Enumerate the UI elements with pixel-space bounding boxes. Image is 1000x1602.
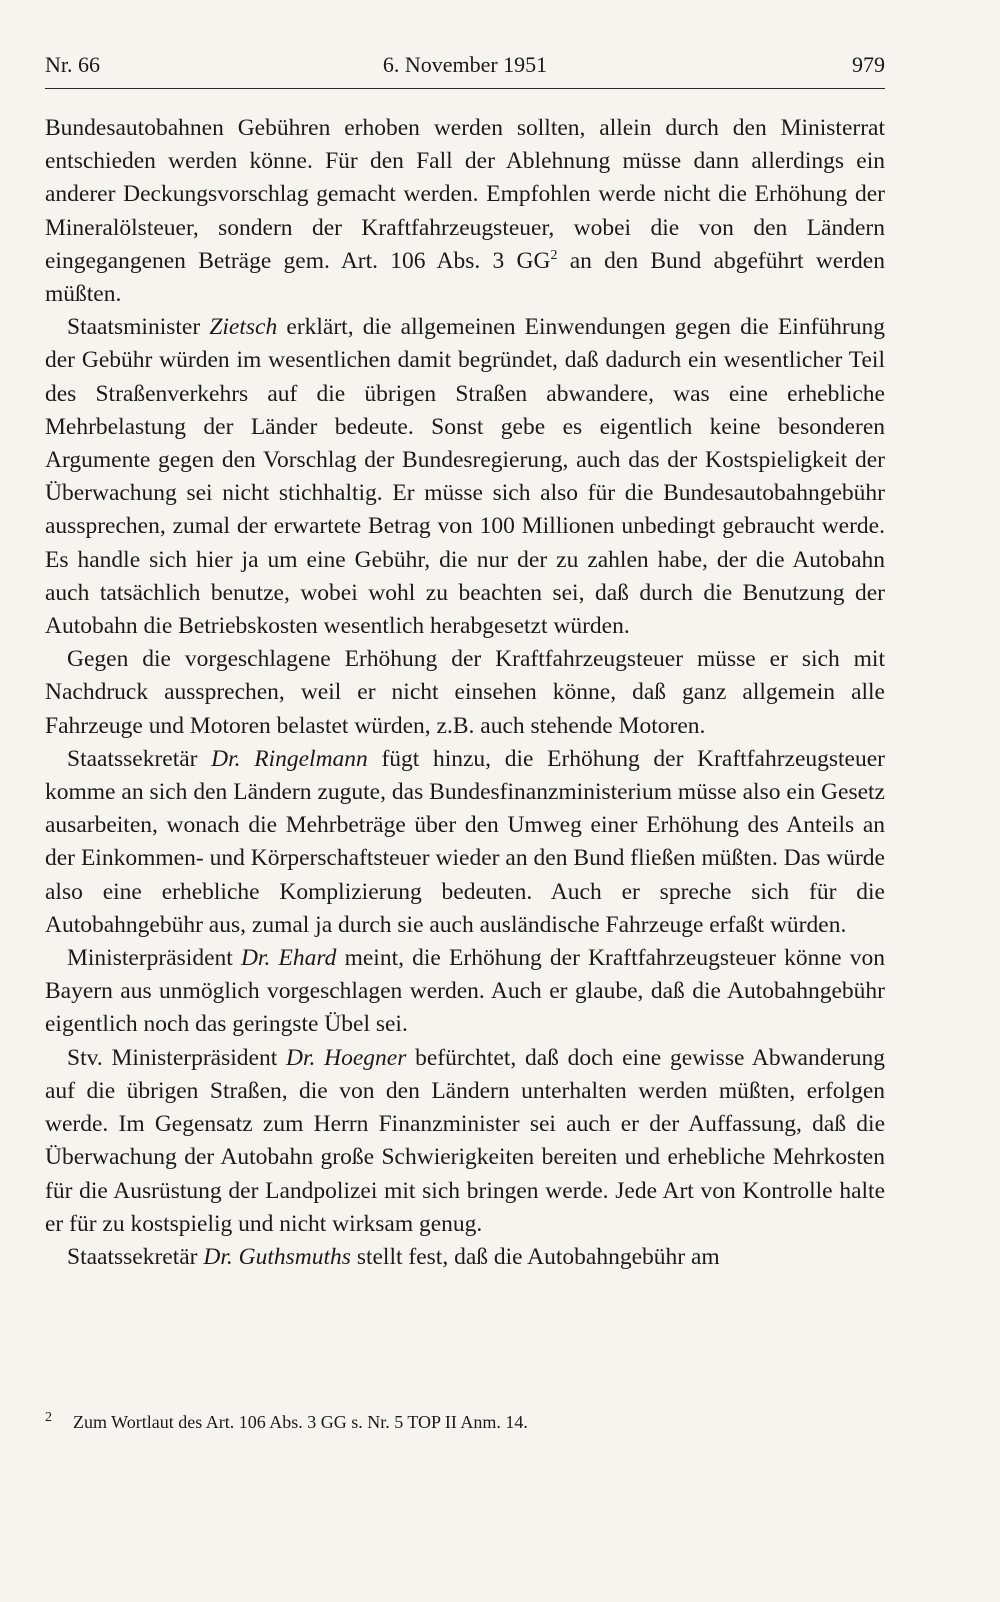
paragraph-5-text: meint, die Erhöhung der Kraftfahrzeugsteuer könne von Bayern aus unmöglich vorgeschlagen werden. Auch er glaube, daß die Autobahngebühr eigentlich noch das geringste Übel sei.	[45, 945, 886, 1038]
speaker-title: Ministerpräsident	[67, 945, 241, 972]
speaker-name: Dr. Ringelmann	[211, 745, 368, 772]
speaker-title: Stv. Ministerpräsident	[67, 1044, 286, 1071]
speaker-title: Staatsminister	[67, 314, 210, 341]
paragraph-7	[45, 1241, 885, 1274]
paragraph-5	[45, 942, 885, 1042]
paragraph-6-text: befürchtet, daß doch eine gewisse Abwanderung auf die übrigen Straßen, die von den Ländern unterhalten werden müßten, erfolgen werde. Im Gegensatz zum Herrn Finanzminister sei auch er der Auffassung, daß die Überwachung der Autobahn große Schwierigkeiten bereiten und erhebliche Mehrkosten für die Ausrüstung der Landpolizei mit sich bringen werde. Jede Art von Kontrolle halte er für zu kostspielig und nicht wirksam genug.	[45, 1044, 885, 1237]
page-header	[45, 48, 885, 89]
speaker-name: Dr. Ehard	[240, 945, 337, 972]
paragraph-3-text: Gegen die vorgeschlagene Erhöhung der Kraftfahrzeugsteuer müsse er sich mit Nachdruck aussprechen, weil er nicht einsehen könne, daß ganz allgemein alle Fahrzeuge und Motoren belastet würden, z.B. auch stehende Motoren.	[45, 646, 885, 739]
paragraph-2-text: erklärt, die allgemeinen Einwendungen gegen die Einführung der Gebühr würden im wesentlichen damit begründet, daß dadurch ein wesentlicher Teil des Straßenverkehrs auf die übrigen Straßen abwandere, was eine erhebliche Mehrbelastung der Länder bedeute. Sonst gebe es eigentlich keine besonderen Argumente gegen den Vorschlag der Bundesregierung, auch das der Kostspieligkeit der Überwachung sei nicht stichhaltig. Er müsse sich also für die Bundesautobahngebühr aussprechen, zumal der erwartete Betrag von 100 Millionen unbedingt gebraucht werde. Es handle sich hier ja um eine Gebühr, die nur der zu zahlen habe, der die Autobahn auch tatsächlich benutze, wobei wohl zu beachten sei, daß durch die Benutzung der Autobahn die Betriebskosten wesentlich herabgesetzt würden.	[45, 314, 885, 640]
speaker-title: Staatssekretär	[67, 745, 212, 772]
paragraph-4	[45, 743, 885, 942]
paragraph-1	[45, 112, 885, 311]
speaker-name: Dr. Hoegner	[285, 1044, 407, 1071]
paragraph-3	[45, 643, 885, 743]
page-number: 979	[852, 52, 885, 77]
document-number: Nr. 66	[45, 52, 100, 77]
paragraph-6	[45, 1042, 885, 1241]
speaker-name: Zietsch	[209, 314, 278, 341]
paragraph-1-text: Bundesautobahnen Gebühren erhoben werden sollten, allein durch den Ministerrat entschieden werden könne. Für den Fall der Ablehnung müsse dann allerdings ein anderer Deckungsvorschlag gemacht werden. Empfohlen werde nicht die Erhöhung der Mineralölsteuer, sondern der Kraftfahrzeugsteuer, wobei die von den Ländern eingegangenen Beträge gem. Art. 106 Abs. 3 GG	[45, 115, 885, 274]
paragraph-7-text: stellt fest, daß die Autobahngebühr am	[350, 1243, 720, 1270]
footnote: 2 Zum Wortlaut des Art. 106 Abs. 3 GG s. Nr. 5 TOP II Anm. 14.	[45, 1410, 528, 1432]
document-date: 6. November 1951	[382, 52, 548, 77]
paragraph-1-tail: an den Bund abgeführt werden müßten.	[45, 247, 885, 308]
paragraph-4-text: fügt hinzu, die Erhöhung der Kraftfahrzeugsteuer komme an sich den Ländern zugute, das Bundesfinanzministerium müsse also ein Gesetz ausarbeiten, wonach die Mehrbeträge über den Umweg einer Erhöhung des Anteils an der Einkommen- und Körperschaftsteuer wieder an den Bund fließen müßten. Das würde also eine erhebliche Komplizierung bedeuten. Auch er spreche sich für die Autobahngebühr aus, zumal ja durch sie auch ausländische Fahrzeuge erfaßt würden.	[45, 745, 885, 938]
footnote-reference[interactable]: 2	[550, 247, 558, 263]
speaker-title: Staatssekretär	[67, 1243, 204, 1270]
footnote-text: Zum Wortlaut des Art. 106 Abs. 3 GG s. Nr. 5 TOP II Anm. 14.	[73, 1412, 528, 1432]
paragraph-2	[45, 311, 885, 643]
speaker-name: Dr. Guthsmuths	[203, 1243, 351, 1270]
body-text	[45, 112, 885, 1274]
